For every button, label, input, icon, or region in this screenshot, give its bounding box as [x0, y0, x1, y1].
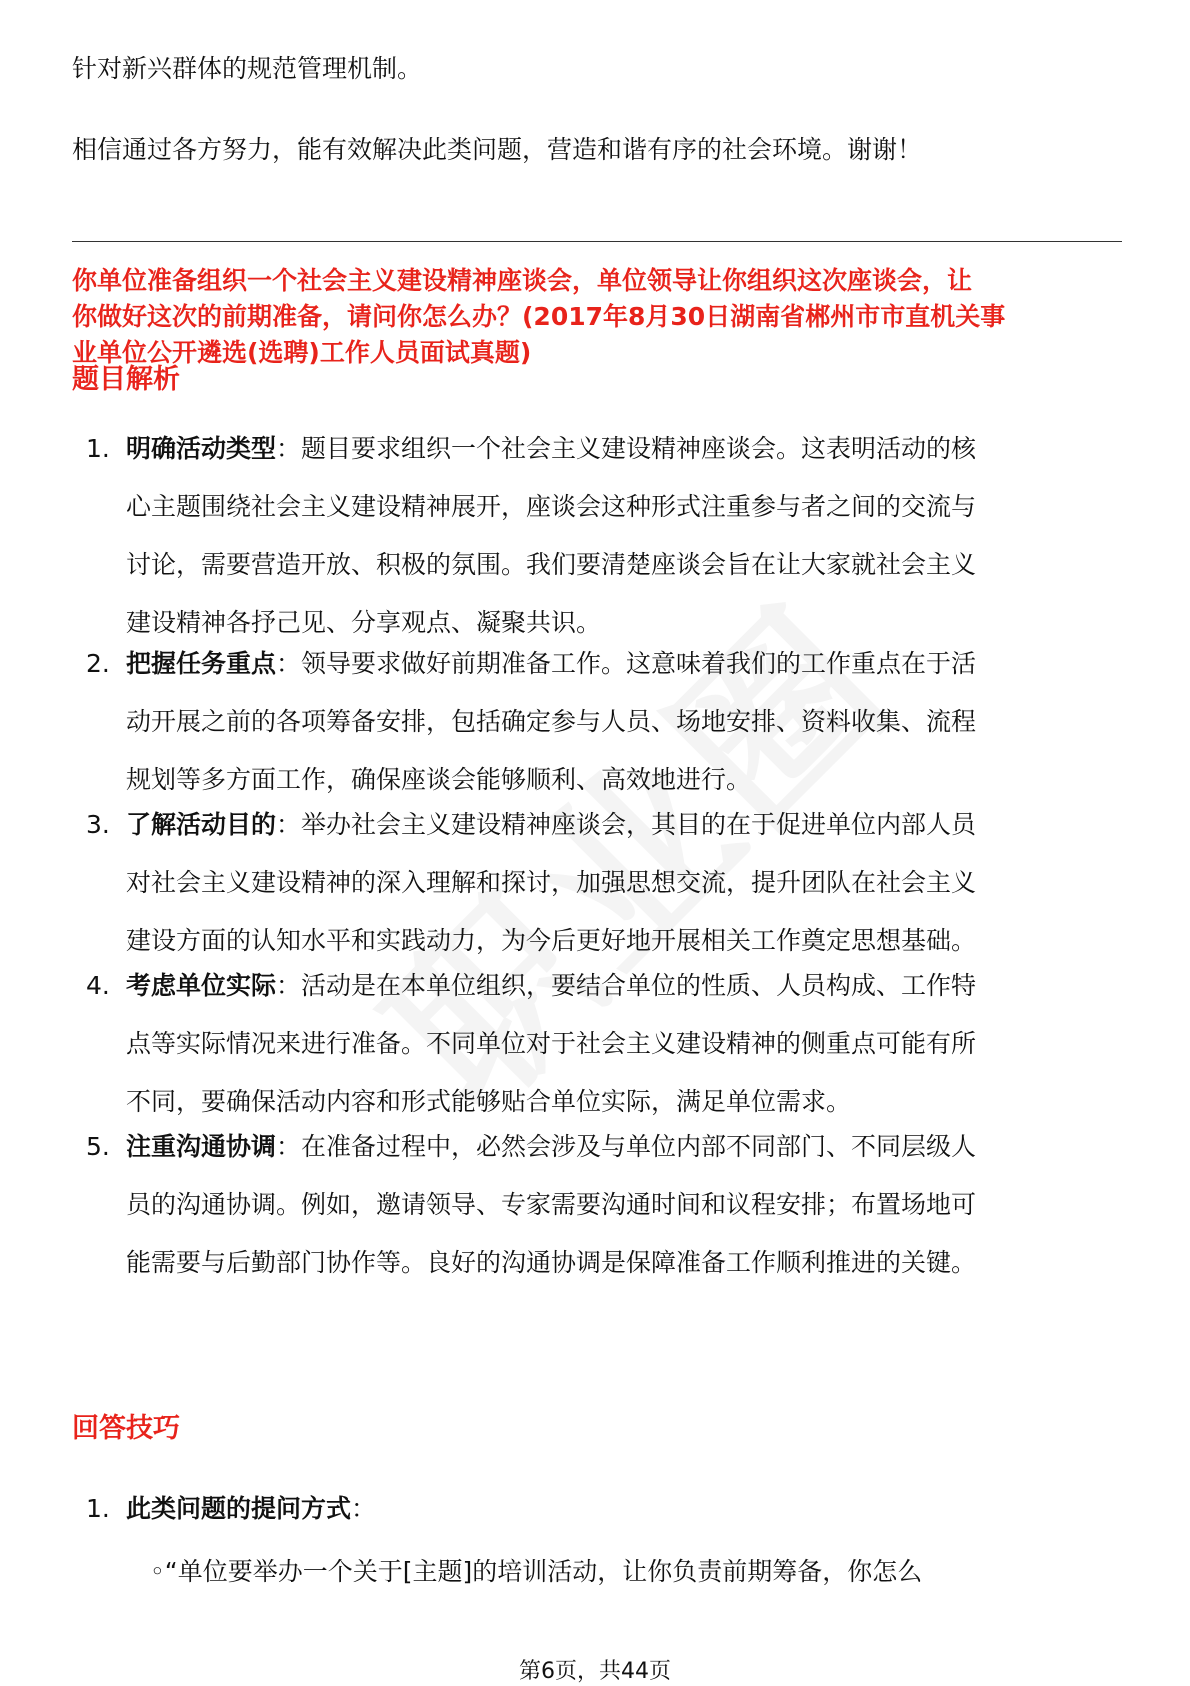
item-text: 能需要与后勤部门协作等。良好的沟通协调是保障准备工作顺利推进的关键。: [126, 1248, 977, 1277]
item-term: 此类问题的提问方式: [126, 1494, 352, 1523]
item-text: 员的沟通协调。例如，邀请领导、专家需要沟通时间和议程安排；布置场地可: [126, 1190, 977, 1219]
item-text: ：: [351, 1494, 377, 1523]
question-line: 你做好这次的前期准备，请问你怎么办？(2017年8月30日湖南省郴州市市直机关事: [72, 302, 1006, 331]
question-line: 你单位准备组织一个社会主义建设精神座谈会，单位领导让你组织这次座谈会，让: [72, 266, 973, 295]
question-heading: [72, 263, 1132, 371]
sub-bullet-text: “单位要举办一个关于[主题]的培训活动，让你负责前期筹备，你怎么: [164, 1557, 923, 1586]
question-line: 业单位公开遴选(选聘)工作人员面试真题): [72, 338, 532, 367]
item-term: 了解活动目的: [126, 810, 277, 839]
item-text: 点等实际情况来进行准备。不同单位对于社会主义建设精神的侧重点可能有所: [126, 1029, 977, 1058]
item-number: 3.: [86, 810, 110, 839]
item-text: 建设方面的认知水平和实践动力，为今后更好地开展相关工作奠定思想基础。: [126, 926, 977, 955]
item-text: 不同，要确保活动内容和形式能够贴合单位实际，满足单位需求。: [126, 1087, 852, 1116]
item-term: 明确活动类型: [126, 434, 277, 463]
item-number: 1.: [86, 1494, 110, 1523]
analysis-title: 题目解析: [72, 364, 180, 395]
item-text: 对社会主义建设精神的深入理解和探讨，加强思想交流，提升团队在社会主义: [126, 868, 977, 897]
item-number: 2.: [86, 649, 110, 678]
item-text: 建设精神各抒己见、分享观点、凝聚共识。: [126, 608, 602, 637]
hollow-bullet-icon: ◦: [150, 1557, 165, 1586]
sub-bullet-item: [150, 1555, 922, 1589]
item-text: ：领导要求做好前期准备工作。这意味着我们的工作重点在于活: [276, 649, 977, 678]
item-text: 动开展之前的各项筹备安排，包括确定参与人员、场地安排、资料收集、流程: [126, 707, 977, 736]
item-text: 讨论，需要营造开放、积极的氛围。我们要清楚座谈会旨在让大家就社会主义: [126, 550, 977, 579]
item-number: 5.: [86, 1132, 110, 1161]
item-term: 考虑单位实际: [126, 971, 277, 1000]
item-text: ：在准备过程中，必然会涉及与单位内部不同部门、不同层级人: [276, 1132, 977, 1161]
item-text: ：活动是在本单位组织，要结合单位的性质、人员构成、工作特: [276, 971, 977, 1000]
item-term: 注重沟通协调: [126, 1132, 277, 1161]
item-text: 规划等多方面工作，确保座谈会能够顺利、高效地进行。: [126, 765, 752, 794]
intro-line-1: 针对新兴群体的规范管理机制。: [72, 54, 423, 83]
item-number: 1.: [86, 434, 110, 463]
item-term: 把握任务重点: [126, 649, 277, 678]
intro-line-2: 相信通过各方努力，能有效解决此类问题，营造和谐有序的社会环境。谢谢！: [72, 135, 923, 164]
page-number: 第6页，共44页: [519, 1659, 671, 1684]
item-text: ：举办社会主义建设精神座谈会，其目的在于促进单位内部人员: [276, 810, 977, 839]
item-number: 4.: [86, 971, 110, 1000]
item-text: ：题目要求组织一个社会主义建设精神座谈会。这表明活动的核: [276, 434, 977, 463]
item-text: 心主题围绕社会主义建设精神展开，座谈会这种形式注重参与者之间的交流与: [126, 492, 977, 521]
section-divider: [72, 241, 1122, 242]
tips-title: 回答技巧: [72, 1413, 180, 1444]
